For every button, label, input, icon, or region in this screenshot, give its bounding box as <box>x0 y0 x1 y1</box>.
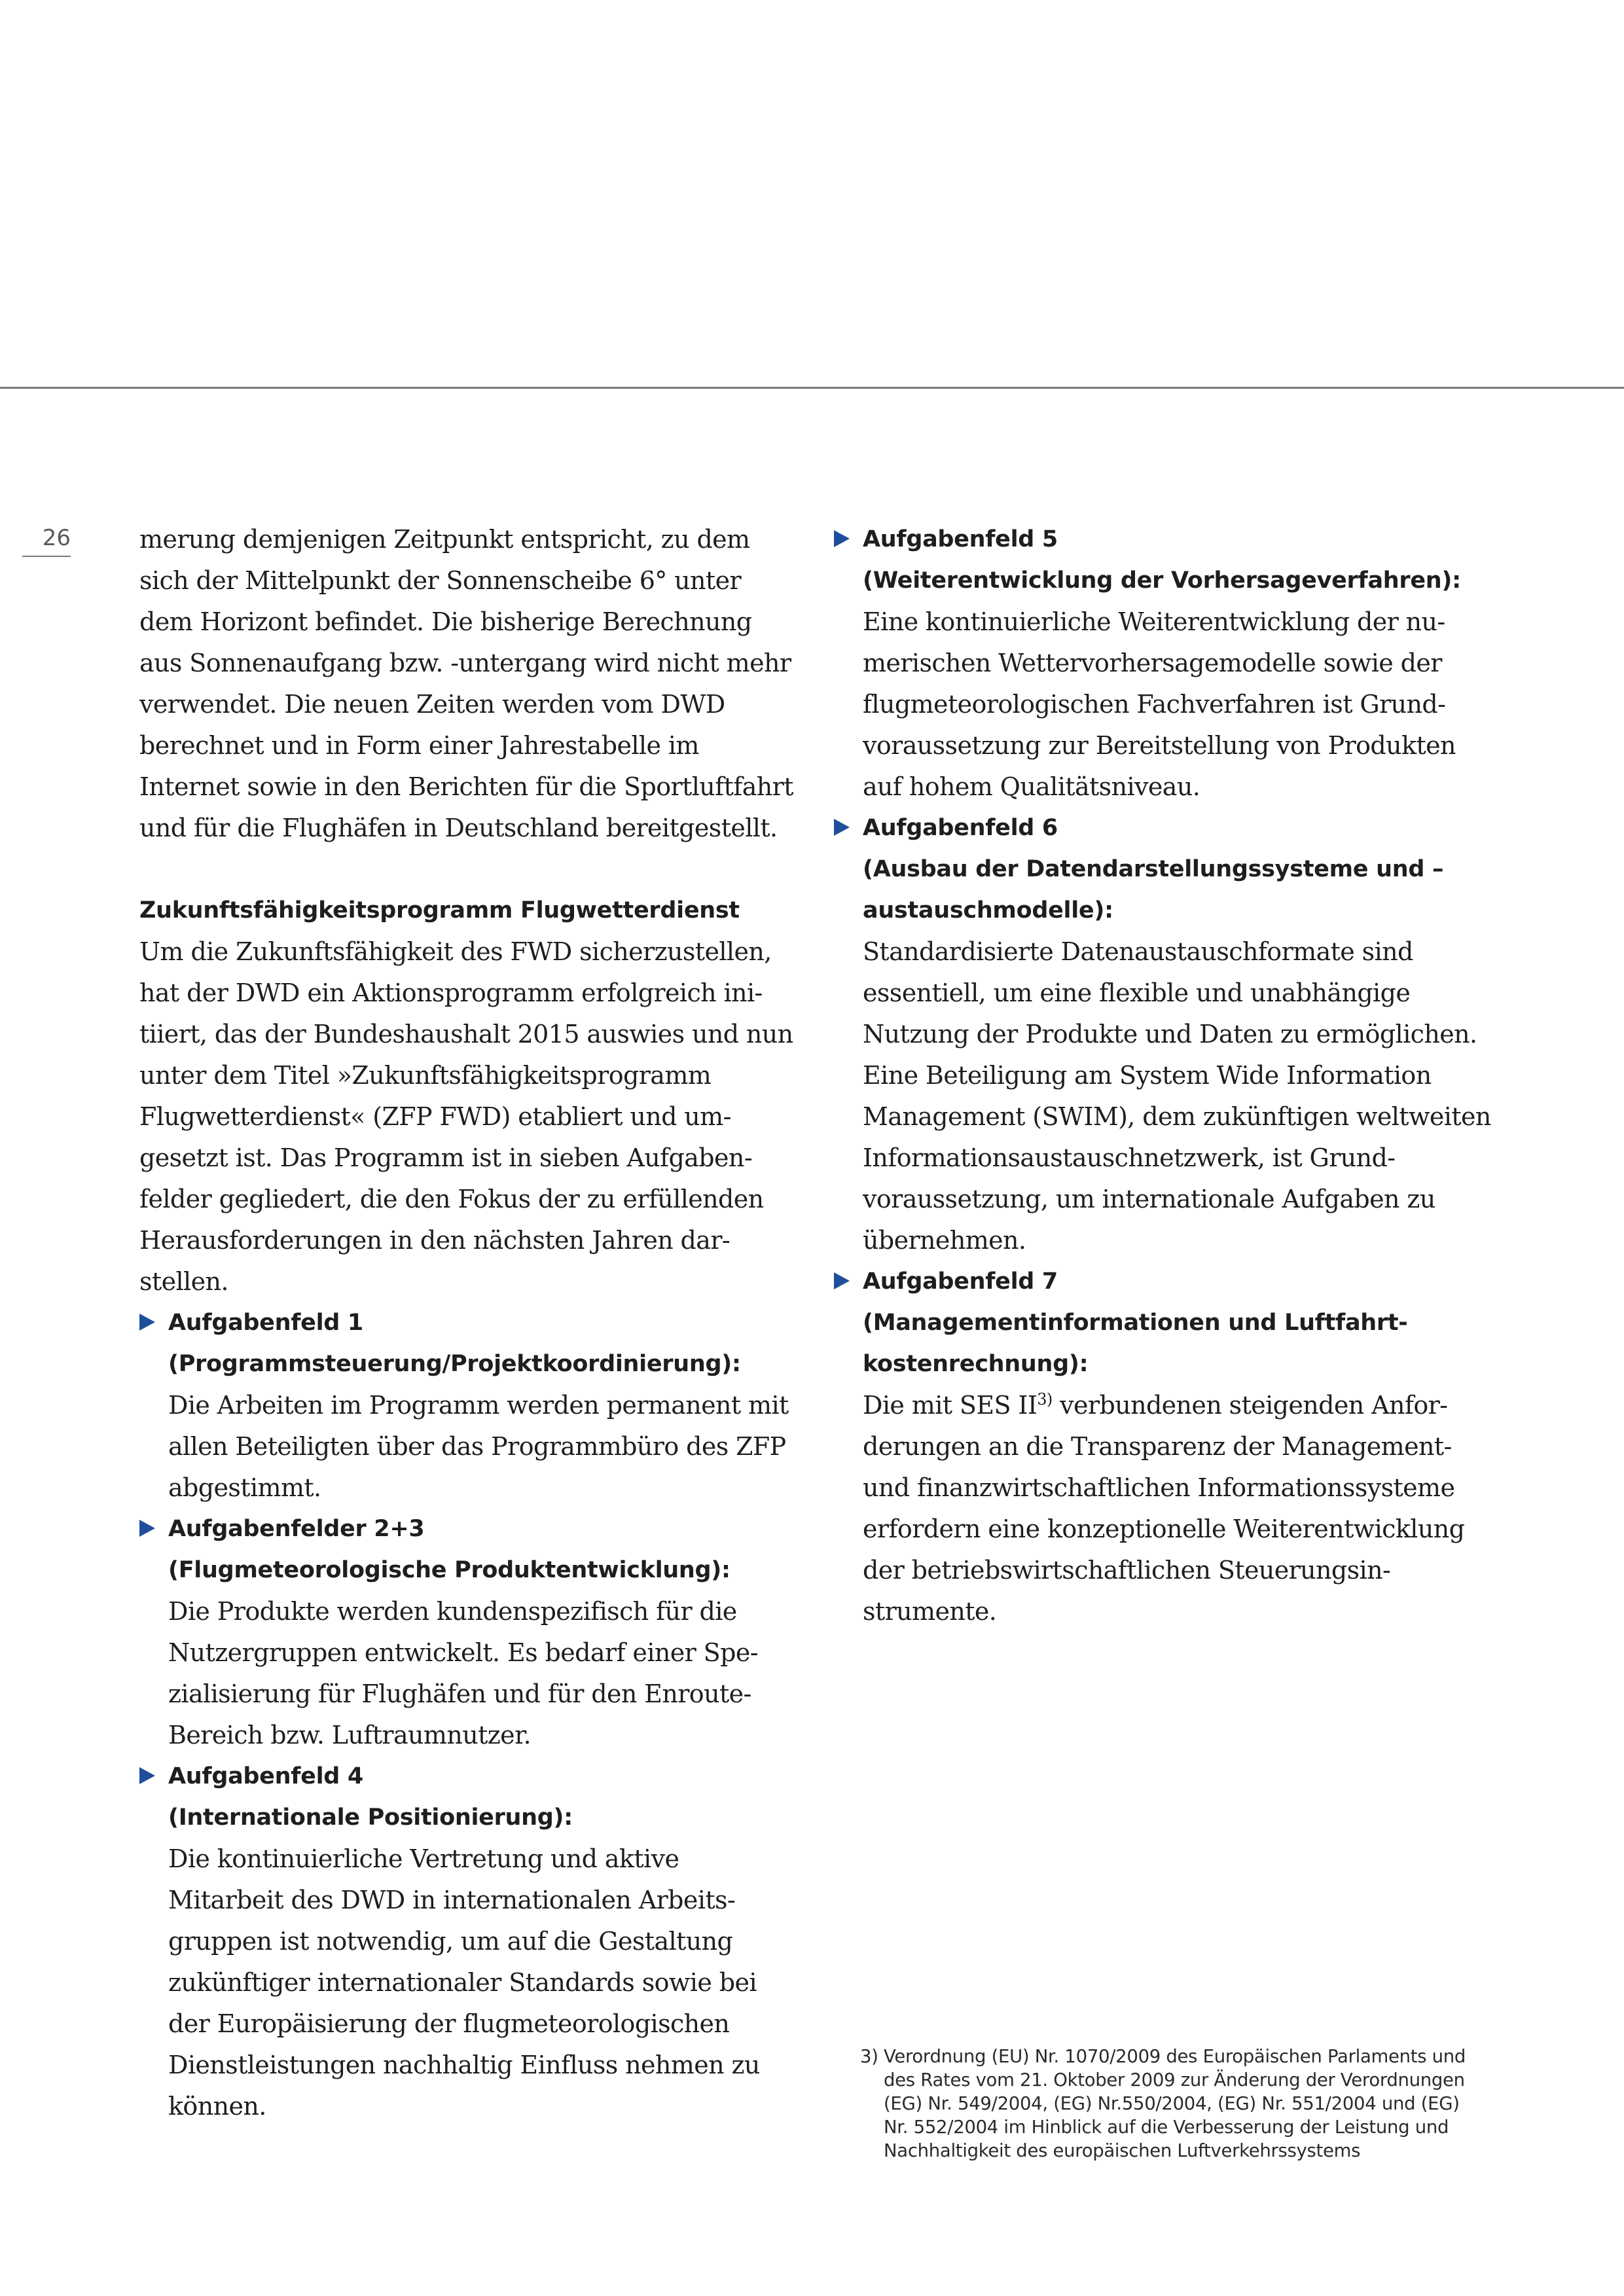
item-title: Aufgabenfeld 1 <box>168 1310 363 1336</box>
item-subtitle: (Programmsteuerung/Projektkoordinierung): <box>168 1351 741 1377</box>
item-text: Die kontinuierliche Vertretung und aktive Mitarbeit des DWD in internationalen Arbeitsgruppen ist notwendig, um auf die Gestaltung zukünftiger internationaler Standards sowie bei der Europäisierung der flugmeteorologischen Dienstleistungen nachhaltig Einfluss nehmen zu können. <box>168 1844 760 2121</box>
item-text: Standardisierte Datenaustauschformate sind essentiell, um eine flexible und unabhängige Nutzung der Produkte und Daten zu ermöglichen. Eine Beteiligung am System Wide Information Management (SWIM), dem zukünftigen weltweiten Informationsaustauschnetzwerk, ist Grundvoraussetzung, um internationale Aufgaben zu übernehmen. <box>863 937 1491 1255</box>
triangle-bullet-icon <box>139 1520 155 1537</box>
triangle-bullet-icon <box>139 1314 155 1331</box>
item-subtitle: (Ausbau der Datendarstellungssysteme und –austauschmodelle): <box>863 856 1444 924</box>
list-item <box>834 808 1495 1261</box>
right-column <box>834 519 1495 1632</box>
item-title: Aufgabenfeld 5 <box>863 526 1058 552</box>
left-column <box>139 519 794 2127</box>
item-title: Aufgabenfeld 6 <box>863 815 1058 841</box>
list-item <box>139 1302 794 1509</box>
item-subtitle: (Flugmeteorologische Produktentwicklung): <box>168 1557 731 1583</box>
header-rule <box>0 387 1624 389</box>
triangle-bullet-icon <box>834 530 850 547</box>
item-text-part: verbundenen steigenden Anforderungen an die Transparenz der Management- und finanzwirtschaftlichen Informationssysteme erfordern eine konzeptionelle Weiterentwicklung der betriebswirtschaftlichen Steuerungsinstrumente. <box>863 1391 1465 1626</box>
item-text: Die Arbeiten im Programm werden permanent mit allen Beteiligten über das Programmbüro des ZFP abgestimmt. <box>168 1391 789 1502</box>
item-title: Aufgabenfeld 7 <box>863 1268 1058 1295</box>
footnote-reference[interactable]: 3) <box>1037 1390 1053 1408</box>
list-item <box>834 519 1495 808</box>
item-text-part: Die mit SES II <box>863 1391 1038 1420</box>
item-subtitle: (Weiterentwicklung der Vorhersageverfahren): <box>863 567 1461 594</box>
item-subtitle: (Managementinformationen und Luftfahrtkostenrechnung): <box>863 1310 1408 1377</box>
triangle-bullet-icon <box>834 1272 850 1289</box>
list-item <box>834 1261 1495 1632</box>
list-item <box>139 1509 794 1756</box>
footnote-text: Verordnung (EU) Nr. 1070/2009 des Europäischen Parlaments und des Rates vom 21. Oktober 2009 zur Änderung der Verordnungen (EG) Nr. 549/2004, (EG) Nr.550/2004, (EG) Nr. 551/2004 und (EG) Nr. 552/2004 im Hinblick auf die Verbesserung der Leistung und Nachhaltigkeit des europäischen Luftverkehrssystems <box>884 2046 1466 2161</box>
item-text: Die Produkte werden kundenspezifisch für die Nutzergruppen entwickelt. Es bedarf einer Spezialisierung für Flughäfen und für den Enroute-Bereich bzw. Luftraumnutzer. <box>168 1597 759 1749</box>
list-item <box>139 1756 794 2127</box>
footnote <box>860 2045 1489 2162</box>
item-title: Aufgabenfeld 4 <box>168 1763 363 1789</box>
paragraph-gap <box>139 849 794 890</box>
page-number-underline <box>22 556 71 557</box>
item-subtitle: (Internationale Positionierung): <box>168 1804 573 1831</box>
triangle-bullet-icon <box>834 819 850 836</box>
item-text <box>863 1385 1495 1632</box>
footnote-number: 3) <box>860 2046 878 2067</box>
item-title: Aufgabenfelder 2+3 <box>168 1516 425 1542</box>
item-text: Eine kontinuierliche Weiterentwicklung der numerischen Wettervorhersagemodelle sowie der flugmeteorologischen Fachverfahren ist Grundvoraussetzung zur Bereitstellung von Produkten auf hohem Qualitätsniveau. <box>863 607 1456 801</box>
intro-paragraph: merung demjenigen Zeitpunkt entspricht, zu dem sich der Mittelpunkt der Sonnenscheibe 6° unter dem Horizont befindet. Die bisherige Berechnung aus Sonnenaufgang bzw. -untergang wird nicht mehr verwendet. Die neuen Zeiten werden vom DWD berechnet und in Form einer Jahrestabelle im Internet sowie in den Berichten für die Sportluftfahrt und für die Flughäfen in Deutschland bereitgestellt. <box>139 525 793 842</box>
section-heading: Zukunftsfähigkeitsprogramm Flugwetterdienst <box>139 897 740 924</box>
triangle-bullet-icon <box>139 1767 155 1784</box>
section-paragraph: Um die Zukunftsfähigkeit des FWD sicherzustellen, hat der DWD ein Aktionsprogramm erfolgreich initiiert, das der Bundeshaushalt 2015 auswies und nun unter dem Titel »Zukunftsfähigkeitsprogramm Flugwetterdienst« (ZFP FWD) etabliert und umgesetzt ist. Das Programm ist in sieben Aufgabenfelder gegliedert, die den Fokus der zu erfüllenden Herausforderungen in den nächsten Jahren darstellen. <box>139 937 793 1296</box>
page-number: 26 <box>42 525 71 551</box>
